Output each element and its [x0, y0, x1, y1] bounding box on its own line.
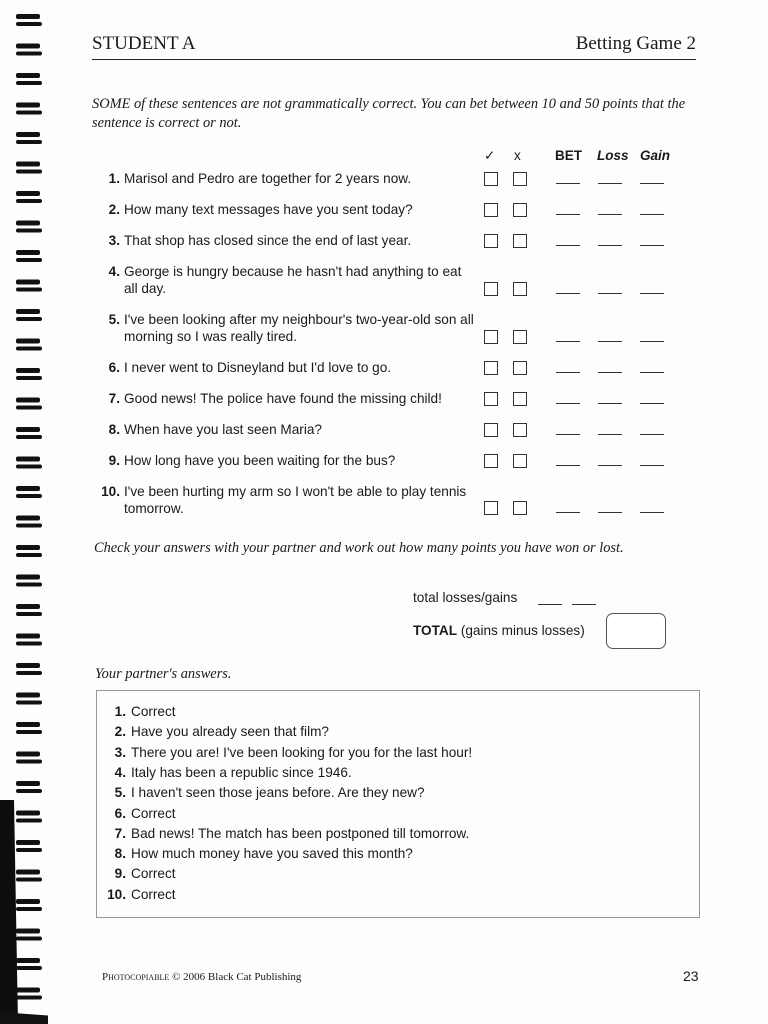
answer-number: 4.: [114, 764, 126, 780]
question-text: Marisol and Pedro are together for 2 years now.: [124, 171, 412, 186]
wrong-checkbox[interactable]: [513, 361, 527, 375]
total-suffix: (gains minus losses): [457, 623, 585, 638]
losses-blank[interactable]: [538, 604, 562, 605]
wrong-checkbox[interactable]: [513, 501, 527, 515]
wrong-checkbox[interactable]: [513, 203, 527, 217]
correct-checkbox[interactable]: [484, 234, 498, 248]
bet-blank[interactable]: [556, 183, 580, 184]
answer-number: 8.: [114, 846, 126, 862]
question-row: [92, 170, 474, 187]
footer-copyright: [102, 971, 301, 983]
question-row: [92, 263, 474, 297]
question-row: [92, 483, 474, 517]
answer-text: There you are! I've been looking for you for the last hour!: [131, 744, 473, 760]
question-number: 7.: [108, 391, 120, 406]
question-text: I've been looking after my neighbour's two-year-old son all morning so I was really tired.: [124, 312, 474, 344]
wrong-column-header: x: [514, 148, 521, 163]
question-number: 6.: [108, 360, 120, 375]
bet-blank[interactable]: [556, 465, 580, 466]
answer-number: 2.: [114, 724, 126, 740]
partner-answer: [106, 765, 352, 780]
correct-checkbox[interactable]: [484, 392, 498, 406]
gain-blank[interactable]: [640, 341, 664, 342]
loss-blank[interactable]: [598, 341, 622, 342]
correct-checkbox[interactable]: [484, 423, 498, 437]
bet-blank[interactable]: [556, 341, 580, 342]
photocopiable-label: Photocopiable: [102, 971, 170, 983]
loss-blank[interactable]: [598, 403, 622, 404]
wrong-checkbox[interactable]: [513, 454, 527, 468]
gain-blank[interactable]: [640, 434, 664, 435]
copyright-text: © 2006 Black Cat Publishing: [169, 971, 302, 983]
question-text: When have you last seen Maria?: [124, 422, 322, 437]
total-label: TOTAL: [413, 623, 458, 638]
correct-checkbox[interactable]: [484, 330, 498, 344]
wrong-checkbox[interactable]: [513, 282, 527, 296]
partner-answer: [106, 887, 176, 902]
question-text: That shop has closed since the end of last year.: [124, 233, 412, 248]
total-losses-gains-label: total losses/gains: [413, 590, 518, 605]
question-number: 9.: [108, 453, 120, 468]
partner-heading: Your partner's answers.: [95, 666, 232, 682]
gain-blank[interactable]: [640, 245, 664, 246]
wrong-checkbox[interactable]: [513, 423, 527, 437]
bet-blank[interactable]: [556, 372, 580, 373]
partner-answer: [106, 724, 329, 739]
question-number: 2.: [108, 202, 120, 217]
bet-blank[interactable]: [556, 512, 580, 513]
spiral-binding: [0, 0, 48, 1024]
page-header: [92, 33, 696, 60]
wrong-checkbox[interactable]: [513, 392, 527, 406]
correct-checkbox[interactable]: [484, 282, 498, 296]
loss-blank[interactable]: [598, 434, 622, 435]
answer-text: Have you already seen that film?: [131, 724, 329, 740]
loss-blank[interactable]: [598, 293, 622, 294]
question-number: 8.: [108, 422, 120, 437]
wrong-checkbox[interactable]: [513, 330, 527, 344]
gain-blank[interactable]: [640, 403, 664, 404]
question-row: [92, 232, 474, 249]
gain-blank[interactable]: [640, 512, 664, 513]
partner-answer: [106, 704, 176, 719]
bet-column-header: BET: [555, 148, 582, 163]
bet-blank[interactable]: [556, 245, 580, 246]
page-number: 23: [683, 968, 699, 984]
question-row: [92, 390, 474, 407]
wrong-checkbox[interactable]: [513, 172, 527, 186]
partner-answer: [106, 806, 176, 821]
answer-number: 1.: [114, 704, 126, 719]
answer-text: Correct: [131, 805, 176, 821]
correct-checkbox[interactable]: [484, 172, 498, 186]
loss-column-header: Loss: [597, 148, 629, 163]
question-row: [92, 201, 474, 218]
correct-column-header: ✓: [484, 148, 496, 163]
question-text: I've been hurting my arm so I won't be able to play tennis tomorrow.: [124, 484, 467, 516]
loss-blank[interactable]: [598, 183, 622, 184]
partner-answer: [106, 866, 176, 881]
answer-number: 6.: [114, 805, 126, 821]
check-note: Check your answers with your partner and work out how many points you have won or lost.: [94, 540, 624, 556]
answer-text: Correct: [131, 866, 176, 882]
question-text: George is hungry because he hasn't had anything to eat all day.: [124, 264, 462, 296]
question-row: [92, 311, 474, 345]
student-label: STUDENT A: [92, 33, 196, 54]
gain-blank[interactable]: [640, 465, 664, 466]
question-row: [92, 452, 474, 469]
total-label-line: [413, 623, 585, 638]
gain-blank[interactable]: [640, 372, 664, 373]
answer-number: 3.: [114, 744, 126, 760]
answer-text: How much money have you saved this month?: [131, 846, 413, 862]
question-number: 1.: [108, 171, 120, 186]
partner-answer: [106, 826, 469, 841]
question-number: 4.: [108, 264, 120, 279]
answer-number: 9.: [114, 866, 126, 882]
gain-column-header: Gain: [640, 148, 671, 163]
total-box[interactable]: [606, 613, 666, 649]
question-row: [92, 359, 474, 376]
question-text: How many text messages have you sent today?: [124, 202, 413, 217]
loss-blank[interactable]: [598, 245, 622, 246]
bet-blank[interactable]: [556, 293, 580, 294]
correct-checkbox[interactable]: [484, 203, 498, 217]
game-title: Betting Game 2: [575, 33, 696, 54]
instructions: SOME of these sentences are not grammatically correct. You can bet between 10 and 50 points that the sentence is correct or not.: [92, 96, 686, 131]
loss-blank[interactable]: [598, 214, 622, 215]
answer-number: 5.: [114, 785, 126, 801]
gain-blank[interactable]: [640, 214, 664, 215]
correct-checkbox[interactable]: [484, 454, 498, 468]
partner-answer: [106, 846, 413, 861]
gain-blank[interactable]: [640, 293, 664, 294]
question-text: I never went to Disneyland but I'd love to go.: [124, 360, 392, 375]
answer-text: I haven't seen those jeans before. Are they new?: [131, 785, 425, 801]
bet-blank[interactable]: [556, 434, 580, 435]
question-row: [92, 421, 474, 438]
question-text: Good news! The police have found the missing child!: [124, 391, 442, 406]
bet-blank[interactable]: [556, 214, 580, 215]
question-number: 10.: [101, 484, 120, 499]
gains-blank[interactable]: [572, 604, 596, 605]
question-number: 5.: [108, 312, 120, 327]
correct-checkbox[interactable]: [484, 501, 498, 515]
question-text: How long have you been waiting for the bus?: [124, 453, 396, 468]
loss-blank[interactable]: [598, 512, 622, 513]
correct-checkbox[interactable]: [484, 361, 498, 375]
question-number: 3.: [108, 233, 120, 248]
partner-answer: [106, 785, 425, 800]
wrong-checkbox[interactable]: [513, 234, 527, 248]
answer-text: Correct: [131, 704, 176, 719]
partner-answer: [106, 745, 472, 760]
answer-text: Bad news! The match has been postponed till tomorrow.: [131, 825, 470, 841]
bet-blank[interactable]: [556, 403, 580, 404]
answer-number: 10.: [107, 886, 126, 902]
gain-blank[interactable]: [640, 183, 664, 184]
answer-text: Correct: [131, 886, 176, 902]
loss-blank[interactable]: [598, 372, 622, 373]
loss-blank[interactable]: [598, 465, 622, 466]
answer-number: 7.: [114, 825, 126, 841]
answer-text: Italy has been a republic since 1946.: [131, 764, 352, 780]
